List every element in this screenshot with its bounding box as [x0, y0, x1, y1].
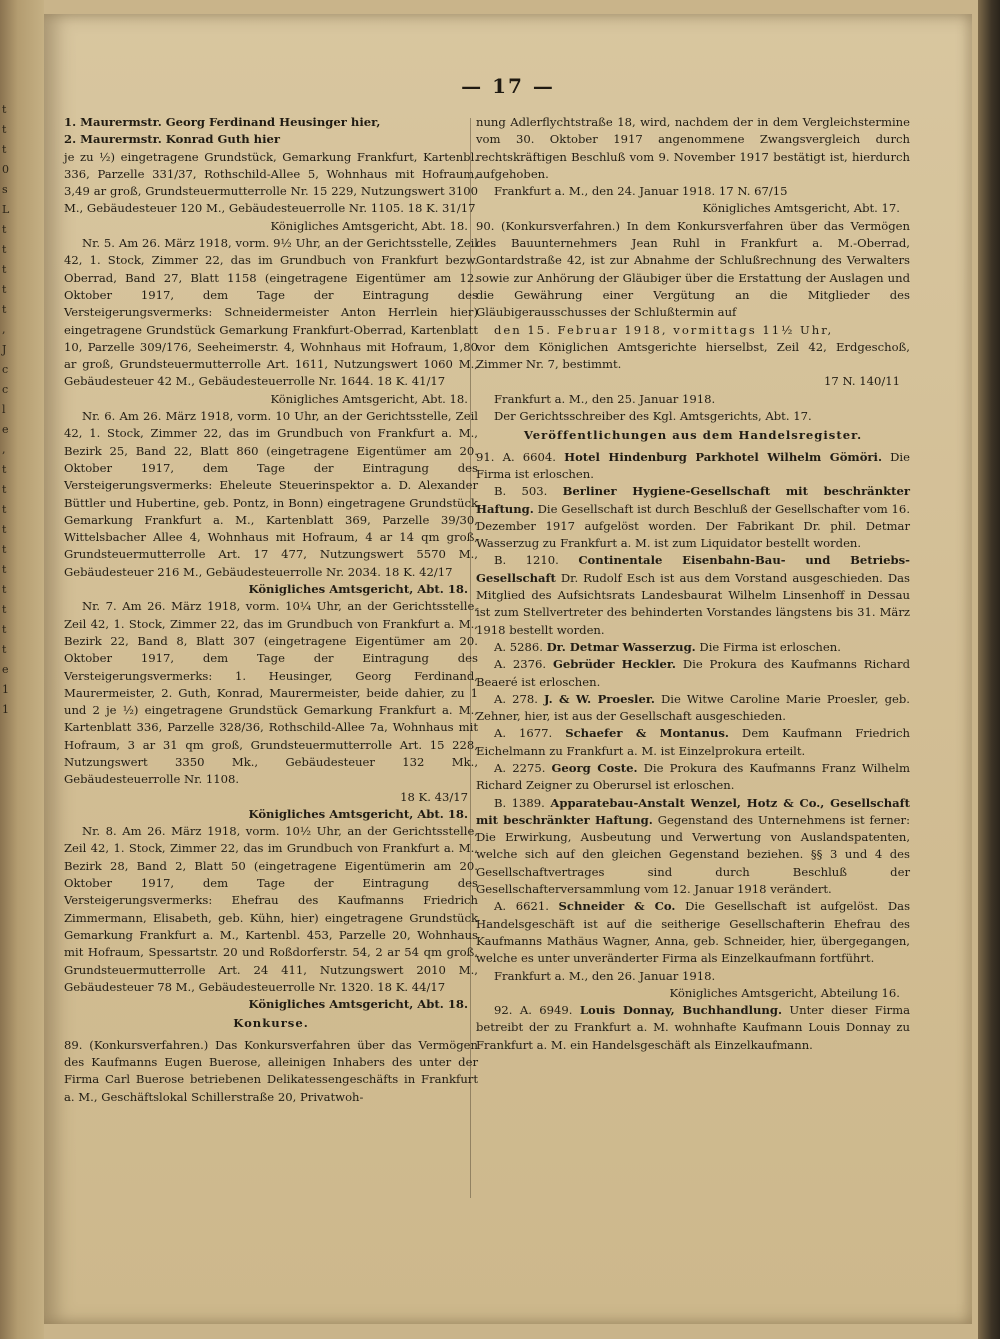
entry90-signature: Der Gerichtsschreiber des Kgl. Amtsgerichts, Abt. 17.	[494, 409, 812, 424]
gutter-mark: t	[2, 643, 7, 656]
gutter-mark: t	[2, 283, 7, 296]
gutter-mark: t	[2, 143, 7, 156]
document-page	[44, 14, 972, 1324]
entry90-ref: 17 N. 140/11	[824, 374, 900, 389]
book-cover-edge	[978, 0, 1000, 1339]
entry-intro-signature: Königliches Amtsgericht, Abt. 18.	[270, 218, 468, 233]
gutter-mark: s	[2, 183, 8, 196]
gutter-mark: c	[2, 383, 9, 396]
gutter-mark: t	[2, 603, 7, 616]
a2376-intro: A. 2376.	[494, 657, 547, 672]
entry-a1677	[476, 725, 910, 760]
gutter-mark: t	[2, 583, 7, 596]
a2275-text: Die Prokura des Kaufmanns Franz Wilhelm Richard Zeigner zu Oberursel ist erloschen.	[476, 760, 911, 793]
entry92-text: Unter dieser Firma betreibt der zu Frankfurt a. M. wohnhafte Kaufmann Louis Donnay zu Frankfurt a. M. ein Handelsgeschäft als Einzelkaufmann.	[476, 1003, 911, 1052]
b503-firm: Berliner Hygiene-Gesellschaft mit beschränkter Haftung.	[476, 484, 910, 516]
entry91-intro: 91. A. 6604.	[476, 449, 556, 464]
gutter-mark: ,	[2, 323, 6, 336]
a5286-intro: A. 5286.	[494, 639, 543, 654]
gutter-mark: J	[2, 343, 7, 356]
entry89-continuation: nung Adlerflychtstraße 18, wird, nachdem der in dem Vergleichstermine vom 30. Oktober 1917 angenommene Zwangsvergleich durch rechtskräftigen Beschluß vom 9. November 1917 bestätigt ist, hierdurch aufgehoben.	[476, 115, 910, 181]
entry7-ref: 18 K. 43/17	[400, 789, 468, 804]
page-number: — 17 —	[461, 74, 555, 98]
gutter-mark: c	[2, 363, 9, 376]
left-column	[64, 114, 478, 1106]
gutter-mark: 1	[2, 703, 9, 716]
entry8-body: Nr. 8. Am 26. März 1918, vorm. 10½ Uhr, an der Gerichtsstelle, Zeil 42, 1. Stock, Zimmer 22, das im Grundbuch von Frankfurt a. M., Bezirk 28, Band 2, Blatt 50 (eingetragene Eigentümerin am 20. Oktober 1917, dem Tage der Eintragung des Versteigerungsvermerks: Ehefrau des Kaufmanns Friedrich Zimmermann, Elisabeth, geb. Kühn, hier) eingetragene Grundstück Gemarkung Frankfurt a. M., Kartenbl. 453, Parzelle 20, Wohnhaus mit Hofraum, Spessartstr. 20 und Roßdorferstr. 54, 2 ar 54 qm groß, Grundsteuermutterrolle Art. 24 411, Nutzungswert 2010 M., Gebäudesteuer 78 M., Gebäudesteuerrolle Nr. 1320. 18 K. 44/17	[64, 824, 478, 994]
entry6-signature: Königliches Amtsgericht, Abt. 18.	[248, 582, 468, 597]
gutter-mark: t	[2, 503, 7, 516]
gutter-mark: l	[2, 403, 6, 416]
gutter-mark: t	[2, 523, 7, 536]
entry8-signature: Königliches Amtsgericht, Abt. 18.	[248, 997, 468, 1012]
a278-text: Die Witwe Caroline Marie Proesler, geb. Zehner, hier, ist aus der Gesellschaft ausgeschieden.	[476, 691, 910, 724]
entry-intro-body: je zu ½) eingetragene Grundstück, Gemarkung Frankfurt, Kartenbl. 336, Parzelle 331/37, Rothschild-Allee 5, Wohnhaus mit Hofraum, 3,49 ar groß, Grundsteuermutterrolle Nr. 15 229, Nutzungswert 3100 M., Gebäudesteuer 120 M., Gebäudesteuerrolle Nr. 1105. 18 K. 31/17	[64, 149, 478, 216]
a278-firm: J. & W. Proesler.	[544, 691, 655, 706]
gutter-mark: e	[2, 423, 9, 436]
b1210-intro: B. 1210.	[494, 553, 559, 568]
a1677-text: Dem Kaufmann Friedrich Eichelmann zu Frankfurt a. M. ist Einzelprokura erteilt.	[476, 726, 911, 758]
register-heading: Veröffentlichungen aus dem Handelsregister.	[523, 428, 863, 443]
gutter-text-fragments	[2, 100, 42, 720]
entry-b1210	[476, 552, 910, 638]
entry5-signature: Königliches Amtsgericht, Abt. 18.	[270, 391, 468, 406]
a5286-text: Die Firma ist erloschen.	[699, 639, 841, 654]
a2275-intro: A. 2275.	[494, 760, 546, 775]
b503-intro: B. 503.	[494, 484, 548, 499]
gutter-mark: t	[2, 243, 7, 256]
b1389-intro: B. 1389.	[494, 795, 545, 810]
entry92	[476, 1002, 910, 1054]
entry-intro-line2: 2. Maurermstr. Konrad Guth hier	[64, 132, 280, 147]
entry-a278	[476, 691, 910, 726]
b503-text: Die Gesellschaft ist durch Beschluß der Gesellschafter vom 16. Dezember 1917 aufgelöst worden. Der Fabrikant Dr. phil. Detmar Wasserzug zu Frankfurt a. M. ist zum Liquidator bestellt worden.	[476, 501, 910, 551]
gutter-mark: t	[2, 623, 7, 636]
entry90-body2: vor dem Königlichen Amtsgerichte hierselbst, Zeil 42, Erdgeschoß, Zimmer Nr. 7, bestimmt.	[476, 339, 910, 372]
entry6-body: Nr. 6. Am 26. März 1918, vorm. 10 Uhr, an der Gerichtsstelle, Zeil 42, 1. Stock, Zimmer 22, das im Grundbuch von Frankfurt a. M., Bezirk 25, Band 22, Blatt 860 (eingetragene Eigentümer am 20. Oktober 1917, dem Tage der Eintragung des Versteigerungsvermerks: Eheleute Steuerinspektor a. D. Alexander Büttler und Hubertine, geb. Pontz, in Bonn) eingetragene Grundstück Gemarkung Frankfurt a. M., Kartenblatt 369, Parzelle 39/30, Wittelsbacher Allee 4, Wohnhaus mit Hofraum, 4 ar 14 qm groß, Grundsteuermutterrolle Art. 17 477, Nutzungswert 5570 M., Gebäudesteuer 216 M., Gebäudesteuerrolle Nr. 2034. 18 K. 42/17	[64, 409, 478, 579]
gutter-mark: t	[2, 123, 7, 136]
b1210-text: Dr. Rudolf Esch ist aus dem Vorstand ausgeschieden. Das Mitglied des Aufsichtsrats Landesbaurat Wilhelm Linsenhoff in Dessau ist zum Stellvertreter des behinderten Vorstandes längstens bis 31. März 1918 bestellt worden.	[476, 570, 911, 637]
entry89-signature: Königliches Amtsgericht, Abt. 17.	[702, 201, 900, 216]
a2275-firm: Georg Coste.	[551, 760, 638, 775]
gutter-mark: t	[2, 483, 7, 496]
entry-a5286	[476, 639, 910, 656]
entry-a2376	[476, 656, 910, 691]
entry-b1389	[476, 795, 910, 899]
a278-intro: A. 278.	[494, 691, 538, 706]
entry90-date-line: den 15. Februar 1918, vormittags 11½ Uhr,	[494, 322, 834, 337]
gutter-mark: t	[2, 103, 7, 116]
entry-a6621	[476, 898, 910, 967]
gutter-mark: L	[2, 203, 10, 216]
entry5-body: Nr. 5. Am 26. März 1918, vorm. 9½ Uhr, an der Gerichtsstelle, Zeil 42, 1. Stock, Zimmer 22, das im Grundbuch von Frankfurt bezw. Oberrad, Band 27, Blatt 1158 (eingetragene Eigentümer am 12. Oktober 1917, dem Tage der Eintragung des Versteigerungsvermerks: Schneidermeister Anton Herrlein hier) eingetragene Grundstück Gemarkung Frankfurt-Oberrad, Kartenblatt 10, Parzelle 309/176, Seeheimerstr. 4, Wohnhaus mit Hofraum, 1,80 ar groß, Grundsteuermutterrolle Art. 1611, Nutzungswert 1060 M., Gebäudesteuer 42 M., Gebäudesteuerrolle Nr. 1644. 18 K. 41/17	[64, 236, 478, 389]
gutter-mark: t	[2, 303, 7, 316]
gutter-mark: 0	[2, 163, 9, 176]
entry7-body: Nr. 7. Am 26. März 1918, vorm. 10¼ Uhr, an der Gerichtsstelle, Zeil 42, 1. Stock, Zimmer 22, das im Grundbuch von Frankfurt a. M., Bezirk 22, Band 8, Blatt 307 (eingetragene Eigentümer am 20. Oktober 1917, dem Tage der Eintragung des Versteigerungsvermerks: 1. Heusinger, Georg Ferdinand, Maurermeister, 2. Guth, Konrad, Maurermeister, beide dahier, zu 1 und 2 je ½) eingetragene Grundstück Gemarkung Frankfurt a. M., Kartenblatt 336, Parzelle 328/36, Rothschild-Allee 7a, Wohnhaus mit Hofraum, 3 ar 31 qm groß, Grundsteuermutterrolle Art. 15 228, Nutzungswert 3350 Mk., Gebäudesteuer 132 Mk., Gebäudesteuerrolle Nr. 1108.	[64, 599, 478, 787]
entry92-intro: 92. A. 6949.	[494, 1003, 573, 1018]
entry91-text: Die Firma ist erloschen.	[476, 449, 910, 481]
a6621-intro: A. 6621.	[494, 899, 549, 914]
b1389-firm: Apparatebau-Anstalt Wenzel, Hotz & Co., Gesellschaft mit beschränkter Haftung.	[476, 795, 910, 827]
konkurse-heading: Konkurse.	[233, 1016, 309, 1031]
entry92-firm: Louis Donnay, Buchhandlung.	[579, 1003, 782, 1018]
entry90-place-date: Frankfurt a. M., den 25. Januar 1918.	[494, 391, 716, 406]
gutter-mark: 1	[2, 683, 9, 696]
b1210-firm: Continentale Eisenbahn-Bau- und Betriebs-Gesellschaft	[476, 553, 910, 585]
a5286-firm: Dr. Detmar Wasserzug.	[546, 639, 696, 654]
gutter-mark: t	[2, 543, 7, 556]
a1677-firm: Schaefer & Montanus.	[565, 726, 729, 741]
entry-intro-line1: 1. Maurermstr. Georg Ferdinand Heusinger hier,	[64, 115, 381, 129]
b1389-text: Gegenstand des Unternehmens ist ferner: Die Erwirkung, Ausbeutung und Verwertung von Auslandspatenten, welche sich auf den gleichen Gegenstand beziehen. §§ 3 und 4 des Gesellschaftvertrages sind durch Beschluß der Gesellschafterversammlung vom 12. Januar 1918 verändert.	[476, 812, 910, 897]
entry7-signature: Königliches Amtsgericht, Abt. 18.	[248, 806, 468, 821]
entry90-body: 90. (Konkursverfahren.) In dem Konkursverfahren über das Vermögen des Bauunternehmers Jean Ruhl in Frankfurt a. M.-Oberrad, Gontardstraße 42, ist zur Abnahme der Schlußrechnung des Verwalters sowie zur Anhörung der Gläubiger über die Erstattung der Auslagen und die Gewährung einer Vergütung an die Mitglieder des Gläubigerausschusses der Schlußtermin auf	[476, 218, 910, 320]
a2376-firm: Gebrüder Heckler.	[552, 657, 676, 672]
entry89-date-line: Frankfurt a. M., den 24. Januar 1918. 17 N. 67/15	[494, 184, 788, 199]
gutter-mark: t	[2, 563, 7, 576]
gutter-mark: t	[2, 463, 7, 476]
a6621-firm: Schneider & Co.	[558, 899, 676, 914]
entry91	[476, 449, 910, 484]
right-column	[476, 114, 910, 1054]
a2376-text: Die Prokura des Kaufmanns Richard Beaeré ist erloschen.	[476, 657, 910, 689]
gutter-mark: ,	[2, 443, 6, 456]
a6621-text: Die Gesellschaft ist aufgelöst. Das Handelsgeschäft ist auf die seitherige Gesellschafterin Ehefrau des Kaufmanns Mathäus Wagner, Anna, geb. Schneider, hier, übergegangen, welche es unter unveränderter Firma als Einzelkaufmann fortführt.	[476, 899, 911, 966]
entry-b503	[476, 483, 910, 552]
register-signature: Königliches Amtsgericht, Abteilung 16.	[669, 985, 900, 1000]
a1677-intro: A. 1677.	[494, 726, 553, 741]
entry-a2275	[476, 760, 910, 795]
binding-gutter	[0, 0, 44, 1339]
entry91-firm: Hotel Hindenburg Parkhotel Wilhelm Gömöri.	[564, 449, 882, 464]
entry89-body: 89. (Konkursverfahren.) Das Konkursverfahren über das Vermögen des Kaufmanns Eugen Buerose, alleinigen Inhabers des unter der Firma Carl Buerose betriebenen Delikatessengeschäfts in Frankfurt a. M., Geschäftslokal Schillerstraße 20, Privatwoh-	[64, 1037, 478, 1104]
register-place-date: Frankfurt a. M., den 26. Januar 1918.	[494, 968, 716, 983]
gutter-mark: t	[2, 223, 7, 236]
gutter-mark: t	[2, 263, 7, 276]
gutter-mark: e	[2, 663, 9, 676]
